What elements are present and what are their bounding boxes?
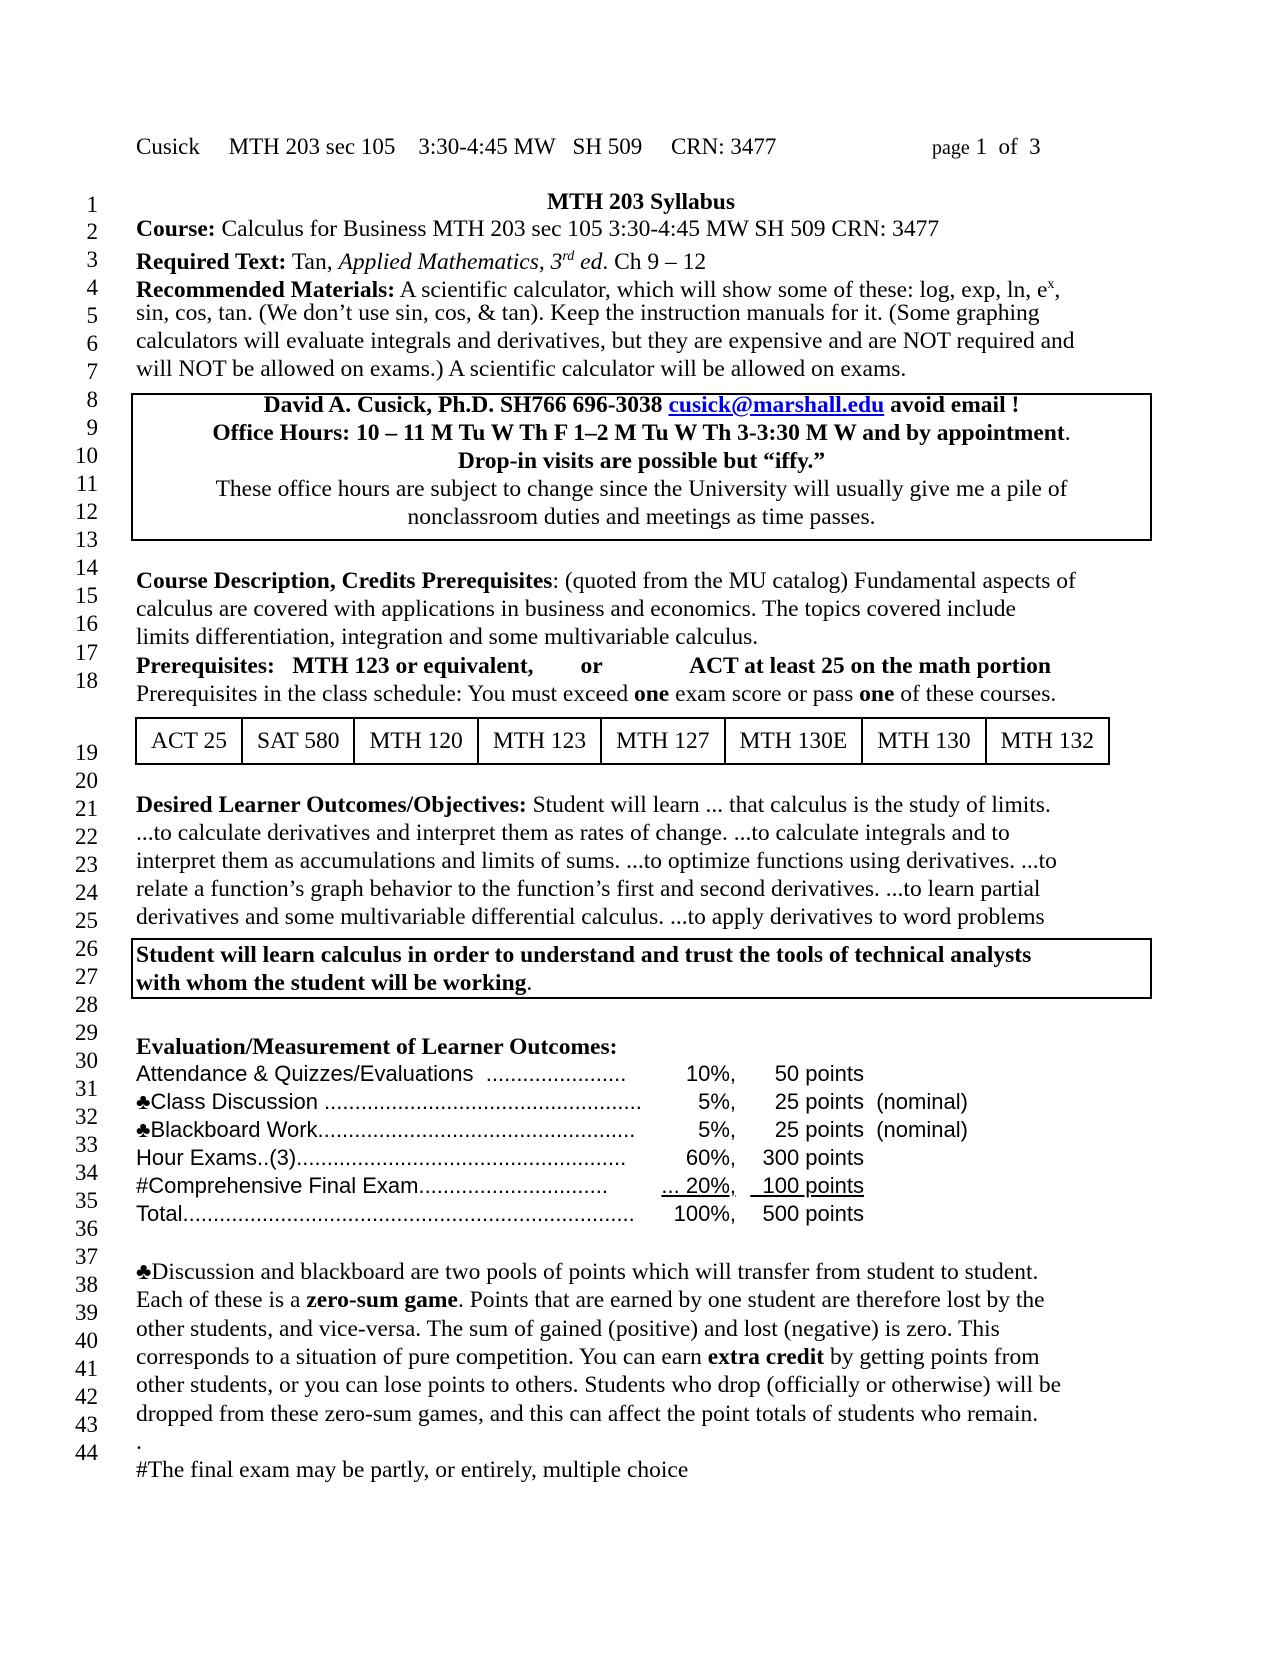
line-number: 30: [75, 1048, 98, 1073]
contact-line: David A. Cusick, Ph.D. SH766 696-3038 cusick@marshall.edu avoid email !: [263, 392, 1020, 418]
evaluation-note: (nominal): [864, 1089, 968, 1114]
zero-sum-line-3: other students, and vice-versa. The sum of gained (positive) and lost (negative) is zero. This: [136, 1316, 1000, 1342]
line-number: 27: [75, 964, 98, 989]
table-row: [136, 718, 1109, 764]
line-number: 11: [75, 471, 98, 496]
evaluation-points: 300 points: [750, 1145, 864, 1170]
zero-sum-line-1: ♣Discussion and blackboard are two pools of points which will transfer from student to student.: [136, 1259, 1039, 1285]
line-number: 12: [75, 499, 98, 524]
line-number: 41: [75, 1356, 98, 1381]
line-number: 21: [75, 796, 98, 821]
email-link[interactable]: cusick@marshall.edu: [668, 392, 885, 418]
line-number: 28: [75, 992, 98, 1017]
table-cell: ACT 25: [136, 718, 242, 764]
zero-sum-line-4: corresponds to a situation of pure competition. You can earn extra credit by getting points from: [136, 1344, 1040, 1370]
table-cell: MTH 130E: [725, 718, 863, 764]
line-number: 35: [75, 1188, 98, 1213]
description-line-1: Course Description, Credits Prerequisites: (quoted from the MU catalog) Fundamental aspects of: [136, 568, 1076, 594]
line-number: 4: [86, 275, 98, 300]
line-number: 36: [75, 1216, 98, 1241]
line-number: 42: [75, 1384, 98, 1409]
table-cell: MTH 123: [478, 718, 601, 764]
description-line-2: calculus are covered with applications in business and economics. The topics covered include: [136, 596, 1016, 622]
line-number: 39: [75, 1300, 98, 1325]
line-number: 38: [75, 1272, 98, 1297]
evaluation-percent: 5%,: [685, 1117, 736, 1142]
evaluation-percent: 60%,: [679, 1145, 736, 1170]
line-number: 19: [75, 740, 98, 765]
final-exam-note: #The final exam may be partly, or entirely, multiple choice: [136, 1457, 689, 1483]
materials-line-4: will NOT be allowed on exams.) A scientific calculator will be allowed on exams.: [136, 356, 907, 382]
office-hours-line: Office Hours: 10 – 11 M Tu W Th F 1–2 M Tu W Th 3-3:30 M W and by appointment.: [212, 420, 1071, 446]
outcomes-line-3: interpret them as accumulations and limits of sums. ...to optimize functions using derivatives. ...to: [136, 848, 1057, 874]
line-number: 6: [86, 331, 98, 356]
evaluation-points: 50 points: [750, 1061, 864, 1086]
evaluation-row: [136, 1088, 1036, 1116]
description-line-3: limits differentiation, integration and some multivariable calculus.: [136, 624, 759, 650]
header-course-info: Cusick MTH 203 sec 105 3:30-4:45 MW SH 509 CRN: 3477: [136, 134, 777, 159]
outcomes-line-1: Desired Learner Outcomes/Objectives: Student will learn ... that calculus is the study of limits.: [136, 792, 1051, 818]
line-number: 10: [75, 443, 98, 468]
prerequisite-courses-table: [135, 717, 1110, 765]
course-line: Course: Calculus for Business MTH 203 sec 105 3:30-4:45 MW SH 509 CRN: 3477: [136, 216, 940, 242]
contact-box: [131, 393, 1152, 541]
evaluation-row: [136, 1116, 1036, 1144]
line-number: 1: [86, 192, 98, 217]
outcomes-line-4: relate a function’s graph behavior to the function’s first and second derivatives. ...to learn partial: [136, 876, 1041, 902]
evaluation-percent: 10%,: [679, 1061, 736, 1086]
outcome-highlight-box: [131, 938, 1152, 999]
line-number: 15: [75, 583, 98, 608]
evaluation-title: Evaluation/Measurement of Learner Outcomes:: [136, 1034, 618, 1060]
line-number: 33: [75, 1132, 98, 1157]
evaluation-row: [136, 1200, 1036, 1228]
line-number: 29: [75, 1020, 98, 1045]
table-cell: SAT 580: [242, 718, 355, 764]
line-number: 3: [86, 247, 98, 272]
line-number: 14: [75, 555, 98, 580]
materials-line-2: sin, cos, tan. (We don’t use sin, cos, & tan). Keep the instruction manuals for it. (Some graphing: [136, 300, 1040, 326]
line-number: 37: [75, 1244, 98, 1269]
evaluation-row: [136, 1144, 1036, 1172]
outcomes-line-5: derivatives and some multivariable differential calculus. ...to apply derivatives to word problems: [136, 904, 1045, 930]
evaluation-label: Hour Exams..(3)......................................................: [136, 1145, 627, 1170]
prerequisites-line: Prerequisites: MTH 123 or equivalent, or ACT at least 25 on the math portion: [136, 653, 1051, 679]
line-number: 43: [75, 1412, 98, 1437]
highlight-line-1: Student will learn calculus in order to understand and trust the tools of technical analysts: [136, 942, 1032, 968]
line-number: 26: [75, 936, 98, 961]
materials-line-1: Recommended Materials: A scientific calculator, which will show some of these: log, exp, ln, $e^x$,: [136, 276, 1061, 303]
line-number: 20: [75, 768, 98, 793]
table-cell: MTH 130: [862, 718, 985, 764]
evaluation-label: ♣Blackboard Work....................................................: [136, 1117, 636, 1142]
line-number: 8: [86, 387, 98, 412]
line-number: 5: [86, 303, 98, 328]
evaluation-label: #Comprehensive Final Exam...............................: [136, 1173, 608, 1198]
line-number: 31: [75, 1076, 98, 1101]
evaluation-label: ♣Class Discussion ....................................................: [136, 1089, 642, 1114]
evaluation-label: Attendance & Quizzes/Evaluations .......................: [136, 1061, 627, 1086]
evaluation-points: 25 points: [750, 1117, 864, 1142]
line-number: 23: [75, 852, 98, 877]
materials-line-3: calculators will evaluate integrals and derivatives, but they are expensive and are NOT required and: [136, 328, 1075, 354]
evaluation-row: [136, 1060, 1036, 1088]
line-number: 24: [75, 880, 98, 905]
hours-note-1: These office hours are subject to change since the University will usually give me a pile of: [215, 476, 1068, 502]
table-cell: MTH 120: [354, 718, 477, 764]
line-number: 18: [75, 668, 98, 693]
dropin-line: Drop-in visits are possible but “iffy.”: [457, 448, 826, 474]
line-number: 17: [75, 640, 98, 665]
zero-sum-line-6: dropped from these zero-sum games, and this can affect the point totals of students who remain.: [136, 1401, 1039, 1427]
outcomes-line-2: ...to calculate derivatives and interpret them as rates of change. ...to calculate integrals and to: [136, 820, 1010, 846]
line-number: 34: [75, 1160, 98, 1185]
evaluation-row: [136, 1172, 1036, 1200]
line-number: 13: [75, 527, 98, 552]
table-cell: MTH 132: [986, 718, 1109, 764]
line-number: 9: [86, 415, 98, 440]
hours-note-2: nonclassroom duties and meetings as time passes.: [407, 504, 876, 530]
evaluation-percent: ... 20%,: [661, 1173, 736, 1198]
line-number: 25: [75, 908, 98, 933]
evaluation-points: 25 points: [750, 1089, 864, 1114]
page-indicator: page 1 of 3: [932, 134, 1041, 159]
line-number: 40: [75, 1328, 98, 1353]
zero-sum-line-2: Each of these is a zero-sum game. Points that are earned by one student are therefore lost by the: [136, 1287, 1045, 1313]
dot-line: .: [136, 1429, 142, 1455]
table-cell: MTH 127: [601, 718, 724, 764]
evaluation-points: 500 points: [750, 1201, 864, 1226]
evaluation-points: 100 points: [750, 1173, 864, 1198]
highlight-line-2: with whom the student will be working.: [136, 970, 533, 996]
evaluation-percent: 100%,: [673, 1201, 736, 1226]
zero-sum-line-5: other students, or you can lose points to others. Students who drop (officially or otherwise) will be: [136, 1372, 1062, 1398]
line-number: 7: [86, 359, 98, 384]
evaluation-percent: 5%,: [685, 1089, 736, 1114]
evaluation-label: Total..........................................................................: [136, 1201, 635, 1226]
line-number: 32: [75, 1104, 98, 1129]
line-number: 22: [75, 824, 98, 849]
page-header: [136, 134, 1041, 160]
prereq-schedule-line: Prerequisites in the class schedule: You must exceed one exam score or pass one of these courses.: [136, 681, 1057, 707]
line-number: 44: [75, 1440, 98, 1465]
line-number: 2: [86, 219, 98, 244]
evaluation-note: (nominal): [864, 1117, 968, 1142]
line-number: 16: [75, 611, 98, 636]
required-text-line: Required Text: Tan, Applied Mathematics, 3rd ed. Ch 9 – 12: [136, 248, 707, 275]
document-title: MTH 203 Syllabus: [546, 189, 736, 215]
